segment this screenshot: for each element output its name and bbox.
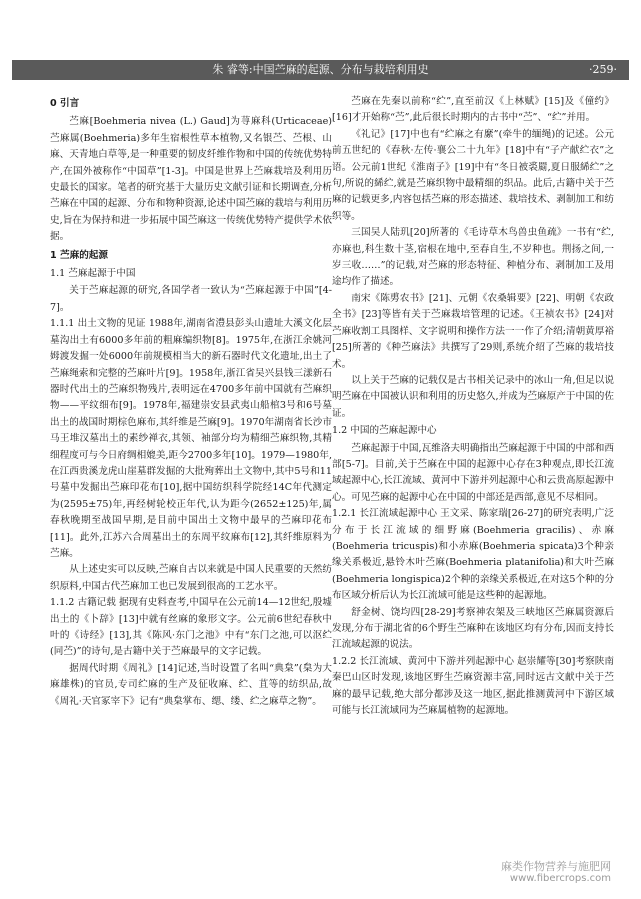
paragraph: 从上述史实可以反映,苎麻自古以来就是中国人民重要的天然纺织原料,中国古代苎麻加工也已发展到很高的工艺水平。 xyxy=(50,564,332,592)
paragraph: 关于苎麻起源的研究,各国学者一致认为“苎麻起源于中国”[4-7]。 xyxy=(50,285,332,313)
page-number: ·259· xyxy=(589,63,617,76)
subsection-heading: 1.1 苎麻起源于中国 xyxy=(50,268,136,280)
watermark-url: www.fibercrops.com xyxy=(509,873,611,884)
paragraph: 三国吴人陆玑[20]所著的《毛诗草木鸟兽虫鱼疏》一书有“纻,亦麻也,科生数十茎,宿根在地中,至春自生,不岁种也。荆扬之间,一岁三收……”的记载,对苎麻的形态特征、种植分布、剥制加工及用途均作了描述。 xyxy=(332,227,614,288)
site-watermark xyxy=(501,861,611,885)
watermark-site-name: 麻类作物营养与施肥网 xyxy=(501,860,611,873)
paragraph: 据周代时期《周礼》[14]记述,当时设置了名叫“典枲”(枲为大麻雄株)的官员,专司纻麻的生产及征收麻、纻、苴等的纺织品,故《周礼·天官冢宰下》记有“典枲掌布、缌、缕、纻之麻草之物”。 xyxy=(50,662,332,707)
section-heading: 1 苎麻的起源 xyxy=(50,249,108,261)
paragraph: 《礼记》[17]中也有“纻麻之有縻”(牵牛的缅绳)的记述。公元前五世纪的《春秋·左传·襄公二十九年》[18]中有“子产献纻衣”之语。公元前1世纪《淮南子》[19]中有“冬日被裘罽,夏日服絺纻”之句,所说的絺纻,就是苎麻织物中最精细的织品。此后,古籍中关于苎麻的记载更多,内容包括苎麻的形态描述、栽培技术、剥制加工和纺织等。 xyxy=(332,128,614,222)
running-header xyxy=(12,60,629,80)
subsection-heading: 1.2 中国的苎麻起源中心 xyxy=(332,425,437,437)
right-column xyxy=(332,94,614,719)
paragraph: 舒金树、饶均四[28-29]考察神农架及三峡地区苎麻属资源后发现,分布于湖北省的6个野生苎麻种在该地区均有分布,因而支持长江流域起源的说法。 xyxy=(332,606,614,651)
paragraph: 1.2.1 长江流域起源中心 王文采、陈家瑞[26-27]的研究表明,广泛分布于长江流域的细野麻(Boehmeria gracilis)、赤麻(Boehmeria tricuspis)和小赤麻(Boehmeria spicata)3个种亲缘关系极近,悬铃木叶苎麻(Boehmeria platanifolia)和大叶苎麻(Boehmeria longispica)2个种的亲缘关系极近,在对这5个种的分布区域分析后认为长江流域可能是这些种的起源地。 xyxy=(332,508,614,602)
paragraph: 南宋《陈旉农书》[21]、元朝《农桑辑要》[22]、明朝《农政全书》[23]等皆有关于苎麻栽培管理的记述。《王祯农书》[24]对苎麻收割工具图样、文字说明和操作方法一一作了介绍;清朝黄厚裕[25]所著的《种苎麻法》共撰写了29则,系统介绍了苎麻的栽培技术。 xyxy=(332,292,614,370)
paragraph: 以上关于苎麻的记载仅是古书相关记录中的冰山一角,但足以说明苎麻在中国被认识和利用的历史悠久,并成为苎麻原产于中国的佐证。 xyxy=(332,374,614,419)
section-heading: 0 引言 xyxy=(50,98,80,109)
left-column xyxy=(50,94,332,710)
paragraph: 1.1.1 出土文物的见证 1988年,湖南省澧县彭头山遗址大溪文化层墓沟出土有6000多年前的粗麻编织物[8]。1975年,在浙江余姚河姆渡发掘一处6000年前规模相当大的新石器时代文化遗址,出土了苎麻绳索和完整的苎麻叶片[9]。1958年,浙江省吴兴县钱三漾新石器时代出土的苎麻织物残片,表明远在4700多年前中国就有苎麻织物——平纹细布[9]。1978年,福建崇安县武夷山船棺3号和6号墓出土的战国时期棕色麻布,其纤维是苎麻[9]。1970年湖南省长沙市马王堆汉墓出土的素纱禅衣,其领、袖部分均为精细苎麻织物,其精细程度可与今日府绸相媲美,距今2700多年[10]。1979—1980年,在江西贵溪龙虎山崖墓群发掘的大批殉葬出土文物中,其中5号和11号墓中发掘出苎麻印花布[10],据中国纺织科学院经14C年代测定为(2595±75)年,再经树轮校正年代,认为距今(2652±125)年,属春秋晚期至战国早期,是目前中国出土文物中最早的苎麻印花布[11]。此外,江苏六合周墓出土的东周平纹麻布[12],其纤维原料为苎麻。 xyxy=(50,318,332,559)
paragraph: 苎麻起源于中国,瓦维洛夫明确指出苎麻起源于中国的中部和西部[5-7]。目前,关于苎麻在中国的起源中心存在3种观点,即长江流域起源中心,长江流域、黄河中下游并列起源中心和云贵高原起源中心。可见苎麻的起源中心在中国的中部还是西部,意见不尽相同。 xyxy=(332,442,614,503)
paragraph: 1.2.2 长江流域、黄河中下游并列起源中心 赵崇耀等[30]考察陕南秦巴山区时发现,该地区野生苎麻资源丰富,同时远古文献中关于苎麻的最早记载,绝大部分都涉及这一地区,据此推测黄河中下游区域可能与长江流域同为苎麻属植物的起源地。 xyxy=(332,655,614,717)
paragraph: 1.1.2 古籍记载 据现有史料查考,中国早在公元前14—12世纪,殷墟出土的《卜辞》[13]中就有丝麻的象形文字。公元前6世纪春秋中叶的《诗经》[13],其《陈风·东门之池》中有“东门之池,可以沤纻(同苎)”的诗句,是古籍中关于苎麻最早的文字记载。 xyxy=(50,597,332,658)
paragraph: 苎麻[Boehmeria nivea (L.) Gaud]为荨麻科(Urticaceae)苎麻属(Boehmeria)多年生宿根性草本植物,又名银苎、苎根、山麻、天青地白草等,是一种重要的韧皮纤维作物和中国的传统优势特产,在国外被称作“中国草”[1-3]。中国是世界上苎麻栽培及利用历史最长的国家。笔者的研究基于大量历史文献引证和长期调查,分析苎麻在中国的起源、分布和物种资源,论述中国苎麻的栽培与利用历史,旨在为保持和进一步拓展中国苎麻这一传统优势特产提供学术依据。 xyxy=(50,116,332,243)
running-title: 朱 睿等:中国苎麻的起源、分布与栽培利用史 xyxy=(212,63,429,76)
paragraph: 苎麻在先秦以前称“纻”,直至前汉《上林赋》[15]及《僮约》[16]才开始称“苎”,此后很长时期内的古书中“苎”、“纻”并用。 xyxy=(332,96,614,124)
